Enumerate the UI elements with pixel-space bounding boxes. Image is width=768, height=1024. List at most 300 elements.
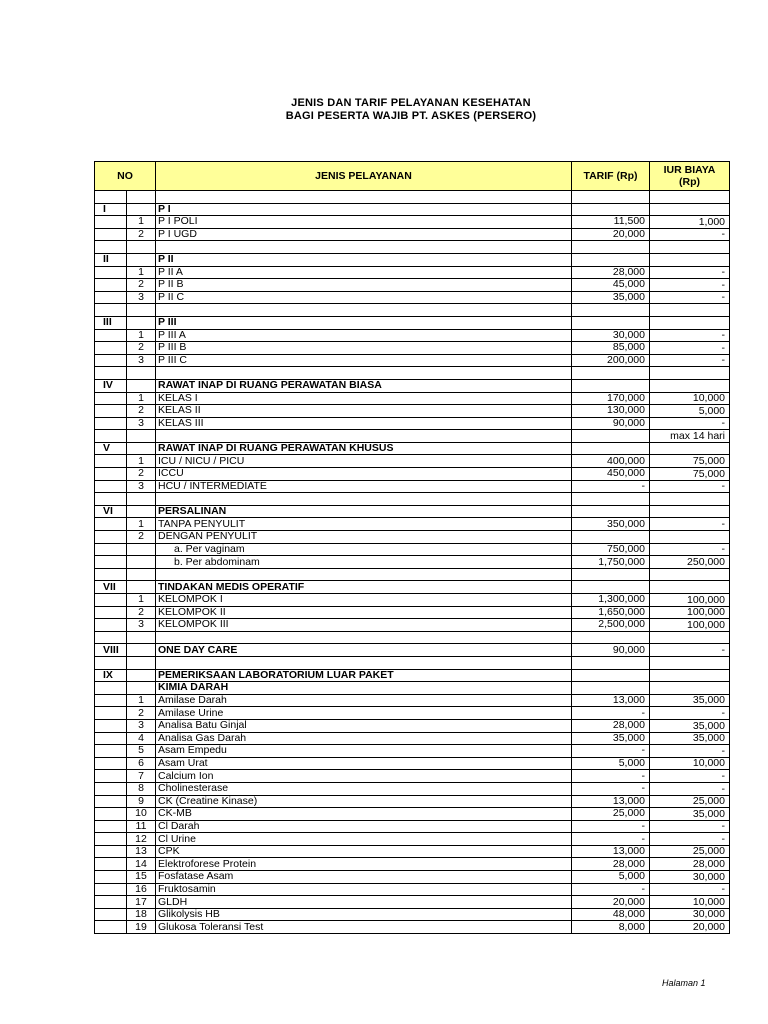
table-row xyxy=(95,279,730,292)
table-row xyxy=(95,845,730,858)
cell-tarif: 2,500,000 xyxy=(572,619,650,632)
header-iur-line1: IUR BIAYA xyxy=(663,164,716,176)
cell-jenis: KELOMPOK I xyxy=(156,594,572,607)
table-row xyxy=(95,581,730,594)
cell-jenis: P II A xyxy=(156,266,572,279)
cell-roman xyxy=(95,883,127,896)
cell-roman xyxy=(95,354,127,367)
cell-number: 1 xyxy=(127,694,156,707)
cell-tarif: 48,000 xyxy=(572,908,650,921)
cell-number: 3 xyxy=(127,619,156,632)
table-row xyxy=(95,531,730,544)
cell-number: 3 xyxy=(127,719,156,732)
cell-roman xyxy=(95,367,127,380)
cell-number xyxy=(127,304,156,317)
cell-roman: IX xyxy=(95,669,127,682)
cell-iur: - xyxy=(650,883,730,896)
cell-roman xyxy=(95,468,127,481)
cell-iur xyxy=(650,581,730,594)
cell-tarif: 25,000 xyxy=(572,808,650,821)
cell-roman xyxy=(95,745,127,758)
cell-iur xyxy=(650,241,730,254)
cell-iur: - xyxy=(650,266,730,279)
cell-roman: III xyxy=(95,316,127,329)
table-row xyxy=(95,493,730,506)
table-row xyxy=(95,858,730,871)
cell-jenis xyxy=(156,493,572,506)
cell-jenis: P III xyxy=(156,316,572,329)
cell-iur xyxy=(650,493,730,506)
table-row xyxy=(95,908,730,921)
table-row xyxy=(95,216,730,229)
header-no: NO xyxy=(95,162,156,191)
cell-roman xyxy=(95,845,127,858)
cell-iur: - xyxy=(650,707,730,720)
table-row xyxy=(95,241,730,254)
cell-number xyxy=(127,669,156,682)
cell-roman xyxy=(95,191,127,204)
cell-tarif: 750,000 xyxy=(572,543,650,556)
cell-jenis: a. Per vaginam xyxy=(156,543,572,556)
table-row xyxy=(95,682,730,695)
cell-number xyxy=(127,682,156,695)
cell-roman xyxy=(95,707,127,720)
cell-jenis: PERSALINAN xyxy=(156,505,572,518)
table-row xyxy=(95,732,730,745)
cell-roman xyxy=(95,833,127,846)
cell-jenis: CK-MB xyxy=(156,808,572,821)
cell-tarif xyxy=(572,367,650,380)
cell-iur: 1,000 xyxy=(650,216,730,229)
cell-tarif: - xyxy=(572,745,650,758)
cell-iur: - xyxy=(650,745,730,758)
table-row xyxy=(95,543,730,556)
cell-roman xyxy=(95,858,127,871)
cell-tarif: - xyxy=(572,833,650,846)
cell-iur: - xyxy=(650,833,730,846)
cell-tarif: 450,000 xyxy=(572,468,650,481)
table-row xyxy=(95,669,730,682)
cell-iur: - xyxy=(650,329,730,342)
cell-number: 14 xyxy=(127,858,156,871)
cell-jenis: P III B xyxy=(156,342,572,355)
cell-jenis: RAWAT INAP DI RUANG PERAWATAN BIASA xyxy=(156,379,572,392)
table-row xyxy=(95,417,730,430)
cell-number xyxy=(127,631,156,644)
cell-iur xyxy=(650,669,730,682)
table-row xyxy=(95,707,730,720)
cell-tarif xyxy=(572,191,650,204)
table-row xyxy=(95,656,730,669)
cell-iur: 250,000 xyxy=(650,556,730,569)
cell-jenis: P I xyxy=(156,203,572,216)
cell-jenis: Elektroforese Protein xyxy=(156,858,572,871)
cell-roman: II xyxy=(95,253,127,266)
cell-roman xyxy=(95,820,127,833)
cell-number: 2 xyxy=(127,342,156,355)
cell-number: 18 xyxy=(127,908,156,921)
cell-tarif xyxy=(572,581,650,594)
cell-jenis: KELOMPOK III xyxy=(156,619,572,632)
cell-tarif: 28,000 xyxy=(572,858,650,871)
cell-roman xyxy=(95,241,127,254)
cell-iur: - xyxy=(650,291,730,304)
cell-number: 3 xyxy=(127,417,156,430)
cell-jenis: P I POLI xyxy=(156,216,572,229)
table-row xyxy=(95,316,730,329)
cell-jenis: Amilase Darah xyxy=(156,694,572,707)
cell-roman: V xyxy=(95,442,127,455)
table-row xyxy=(95,631,730,644)
cell-tarif xyxy=(572,253,650,266)
cell-iur xyxy=(650,367,730,380)
cell-jenis: PEMERIKSAAN LABORATORIUM LUAR PAKET xyxy=(156,669,572,682)
table-row xyxy=(95,304,730,317)
cell-iur xyxy=(650,656,730,669)
cell-number xyxy=(127,493,156,506)
cell-iur xyxy=(650,191,730,204)
cell-number xyxy=(127,367,156,380)
cell-jenis xyxy=(156,568,572,581)
cell-number xyxy=(127,203,156,216)
cell-iur: - xyxy=(650,417,730,430)
cell-tarif xyxy=(572,531,650,544)
cell-jenis: KELAS II xyxy=(156,405,572,418)
cell-number xyxy=(127,430,156,443)
cell-jenis: Calcium Ion xyxy=(156,770,572,783)
cell-iur xyxy=(650,316,730,329)
cell-jenis xyxy=(156,430,572,443)
cell-tarif: 130,000 xyxy=(572,405,650,418)
cell-number: 16 xyxy=(127,883,156,896)
cell-roman xyxy=(95,279,127,292)
cell-iur: - xyxy=(650,518,730,531)
cell-tarif xyxy=(572,493,650,506)
cell-tarif: 400,000 xyxy=(572,455,650,468)
table-row xyxy=(95,619,730,632)
cell-jenis: CPK xyxy=(156,845,572,858)
cell-jenis: HCU / INTERMEDIATE xyxy=(156,480,572,493)
cell-roman xyxy=(95,518,127,531)
cell-tarif: 20,000 xyxy=(572,896,650,909)
cell-number: 1 xyxy=(127,266,156,279)
cell-tarif: 13,000 xyxy=(572,694,650,707)
cell-jenis: Fruktosamin xyxy=(156,883,572,896)
cell-iur: 75,000 xyxy=(650,455,730,468)
cell-iur: 10,000 xyxy=(650,392,730,405)
cell-jenis: P II B xyxy=(156,279,572,292)
table-row xyxy=(95,883,730,896)
cell-iur: 28,000 xyxy=(650,858,730,871)
cell-tarif: 1,750,000 xyxy=(572,556,650,569)
cell-roman xyxy=(95,329,127,342)
table-row xyxy=(95,191,730,204)
cell-jenis: Glikolysis HB xyxy=(156,908,572,921)
cell-roman xyxy=(95,808,127,821)
cell-number xyxy=(127,191,156,204)
table-row xyxy=(95,228,730,241)
cell-iur xyxy=(650,379,730,392)
cell-tarif: - xyxy=(572,883,650,896)
cell-tarif: 35,000 xyxy=(572,291,650,304)
cell-iur: - xyxy=(650,279,730,292)
cell-roman xyxy=(95,392,127,405)
table-row xyxy=(95,468,730,481)
cell-jenis: KELAS I xyxy=(156,392,572,405)
cell-tarif: - xyxy=(572,707,650,720)
cell-roman xyxy=(95,556,127,569)
cell-tarif xyxy=(572,203,650,216)
cell-iur: - xyxy=(650,228,730,241)
cell-number xyxy=(127,556,156,569)
cell-iur: 35,000 xyxy=(650,719,730,732)
cell-jenis xyxy=(156,656,572,669)
cell-iur: 10,000 xyxy=(650,757,730,770)
cell-tarif: 200,000 xyxy=(572,354,650,367)
cell-number xyxy=(127,581,156,594)
cell-number: 1 xyxy=(127,329,156,342)
cell-number xyxy=(127,379,156,392)
cell-number xyxy=(127,644,156,657)
table-row xyxy=(95,770,730,783)
cell-tarif xyxy=(572,669,650,682)
cell-iur: 100,000 xyxy=(650,619,730,632)
cell-number: 2 xyxy=(127,405,156,418)
cell-iur: 100,000 xyxy=(650,594,730,607)
cell-roman xyxy=(95,405,127,418)
table-row xyxy=(95,442,730,455)
header-tarif: TARIF (Rp) xyxy=(572,162,650,191)
cell-jenis: TINDAKAN MEDIS OPERATIF xyxy=(156,581,572,594)
cell-number: 6 xyxy=(127,757,156,770)
cell-roman xyxy=(95,682,127,695)
cell-number: 15 xyxy=(127,871,156,884)
cell-number: 1 xyxy=(127,392,156,405)
table-row xyxy=(95,782,730,795)
cell-tarif: - xyxy=(572,770,650,783)
cell-roman xyxy=(95,694,127,707)
cell-jenis: GLDH xyxy=(156,896,572,909)
cell-number: 2 xyxy=(127,707,156,720)
cell-number: 13 xyxy=(127,845,156,858)
cell-jenis: RAWAT INAP DI RUANG PERAWATAN KHUSUS xyxy=(156,442,572,455)
table-body xyxy=(95,191,730,934)
cell-tarif xyxy=(572,682,650,695)
cell-roman: I xyxy=(95,203,127,216)
cell-iur xyxy=(650,682,730,695)
cell-iur: - xyxy=(650,342,730,355)
cell-roman: VII xyxy=(95,581,127,594)
cell-number: 2 xyxy=(127,228,156,241)
header-iur xyxy=(650,162,730,191)
cell-tarif: 90,000 xyxy=(572,417,650,430)
cell-jenis: KELAS III xyxy=(156,417,572,430)
table-row xyxy=(95,820,730,833)
cell-iur: - xyxy=(650,770,730,783)
cell-iur: 75,000 xyxy=(650,468,730,481)
cell-iur: 100,000 xyxy=(650,606,730,619)
page-footer: Halaman 1 xyxy=(662,978,706,988)
table-row xyxy=(95,480,730,493)
cell-roman xyxy=(95,594,127,607)
cell-jenis xyxy=(156,191,572,204)
cell-jenis: ICCU xyxy=(156,468,572,481)
cell-iur: 35,000 xyxy=(650,732,730,745)
cell-jenis: Analisa Gas Darah xyxy=(156,732,572,745)
cell-number: 3 xyxy=(127,354,156,367)
cell-number: 1 xyxy=(127,455,156,468)
cell-roman xyxy=(95,795,127,808)
header-iur-line2: (Rp) xyxy=(679,176,700,188)
cell-iur xyxy=(650,203,730,216)
cell-number: 1 xyxy=(127,518,156,531)
cell-number: 5 xyxy=(127,745,156,758)
cell-number xyxy=(127,442,156,455)
table-row xyxy=(95,505,730,518)
cell-roman xyxy=(95,531,127,544)
cell-number: 19 xyxy=(127,921,156,934)
cell-tarif xyxy=(572,631,650,644)
cell-tarif: - xyxy=(572,782,650,795)
cell-number xyxy=(127,656,156,669)
cell-number xyxy=(127,505,156,518)
table-row xyxy=(95,329,730,342)
table-row xyxy=(95,392,730,405)
table-row xyxy=(95,367,730,380)
cell-number: 17 xyxy=(127,896,156,909)
table-row xyxy=(95,833,730,846)
cell-iur: - xyxy=(650,782,730,795)
tariff-table xyxy=(94,161,730,934)
cell-number: 1 xyxy=(127,594,156,607)
table-row xyxy=(95,430,730,443)
cell-number xyxy=(127,316,156,329)
cell-jenis: Asam Empedu xyxy=(156,745,572,758)
cell-tarif: 13,000 xyxy=(572,845,650,858)
cell-roman xyxy=(95,342,127,355)
cell-jenis: P III A xyxy=(156,329,572,342)
table-row xyxy=(95,757,730,770)
table-row xyxy=(95,354,730,367)
cell-roman xyxy=(95,455,127,468)
cell-number: 2 xyxy=(127,468,156,481)
table-row xyxy=(95,556,730,569)
table-row xyxy=(95,568,730,581)
cell-iur xyxy=(650,304,730,317)
cell-roman xyxy=(95,304,127,317)
cell-jenis: P II xyxy=(156,253,572,266)
cell-roman xyxy=(95,908,127,921)
cell-number xyxy=(127,568,156,581)
cell-tarif: 28,000 xyxy=(572,266,650,279)
cell-iur xyxy=(650,631,730,644)
cell-number: 9 xyxy=(127,795,156,808)
cell-number: 3 xyxy=(127,480,156,493)
table-row xyxy=(95,379,730,392)
cell-tarif: 170,000 xyxy=(572,392,650,405)
cell-roman xyxy=(95,430,127,443)
cell-jenis xyxy=(156,631,572,644)
header-jenis: JENIS PELAYANAN xyxy=(156,162,572,191)
cell-iur: 20,000 xyxy=(650,921,730,934)
cell-roman xyxy=(95,719,127,732)
cell-roman: VIII xyxy=(95,644,127,657)
cell-roman xyxy=(95,757,127,770)
cell-number: 3 xyxy=(127,291,156,304)
cell-tarif: 1,650,000 xyxy=(572,606,650,619)
cell-roman: VI xyxy=(95,505,127,518)
table-row xyxy=(95,266,730,279)
cell-iur: 35,000 xyxy=(650,694,730,707)
cell-tarif xyxy=(572,430,650,443)
cell-tarif xyxy=(572,304,650,317)
table-row xyxy=(95,694,730,707)
cell-tarif: 350,000 xyxy=(572,518,650,531)
table-row xyxy=(95,808,730,821)
document-title: JENIS DAN TARIF PELAYANAN KESEHATAN xyxy=(291,97,531,109)
table-row xyxy=(95,342,730,355)
table-row xyxy=(95,871,730,884)
cell-tarif: - xyxy=(572,480,650,493)
cell-jenis: Asam Urat xyxy=(156,757,572,770)
cell-jenis: Fosfatase Asam xyxy=(156,871,572,884)
cell-roman xyxy=(95,896,127,909)
cell-jenis: b. Per abdominam xyxy=(156,556,572,569)
cell-number: 11 xyxy=(127,820,156,833)
cell-roman xyxy=(95,631,127,644)
cell-number: 4 xyxy=(127,732,156,745)
table-row xyxy=(95,745,730,758)
cell-tarif: 11,500 xyxy=(572,216,650,229)
cell-roman xyxy=(95,568,127,581)
cell-iur xyxy=(650,568,730,581)
cell-iur: - xyxy=(650,480,730,493)
cell-iur xyxy=(650,253,730,266)
table-row xyxy=(95,455,730,468)
cell-tarif: - xyxy=(572,820,650,833)
cell-jenis xyxy=(156,241,572,254)
cell-jenis: P III C xyxy=(156,354,572,367)
cell-jenis xyxy=(156,367,572,380)
table-row xyxy=(95,896,730,909)
cell-number: 7 xyxy=(127,770,156,783)
cell-roman xyxy=(95,228,127,241)
table-row xyxy=(95,921,730,934)
cell-tarif: 13,000 xyxy=(572,795,650,808)
cell-tarif: 85,000 xyxy=(572,342,650,355)
cell-roman xyxy=(95,921,127,934)
table-header-row xyxy=(95,162,730,191)
cell-tarif: 20,000 xyxy=(572,228,650,241)
cell-jenis: P II C xyxy=(156,291,572,304)
cell-roman xyxy=(95,782,127,795)
cell-iur: 5,000 xyxy=(650,405,730,418)
cell-tarif: 1,300,000 xyxy=(572,594,650,607)
cell-roman xyxy=(95,619,127,632)
cell-jenis: KIMIA DARAH xyxy=(156,682,572,695)
cell-iur: 35,000 xyxy=(650,808,730,821)
cell-tarif: 5,000 xyxy=(572,757,650,770)
cell-roman xyxy=(95,543,127,556)
cell-jenis: Cl Darah xyxy=(156,820,572,833)
cell-iur: 25,000 xyxy=(650,845,730,858)
cell-iur xyxy=(650,505,730,518)
cell-tarif: 45,000 xyxy=(572,279,650,292)
table-row xyxy=(95,644,730,657)
table-row xyxy=(95,291,730,304)
cell-tarif: 35,000 xyxy=(572,732,650,745)
cell-iur: 30,000 xyxy=(650,871,730,884)
